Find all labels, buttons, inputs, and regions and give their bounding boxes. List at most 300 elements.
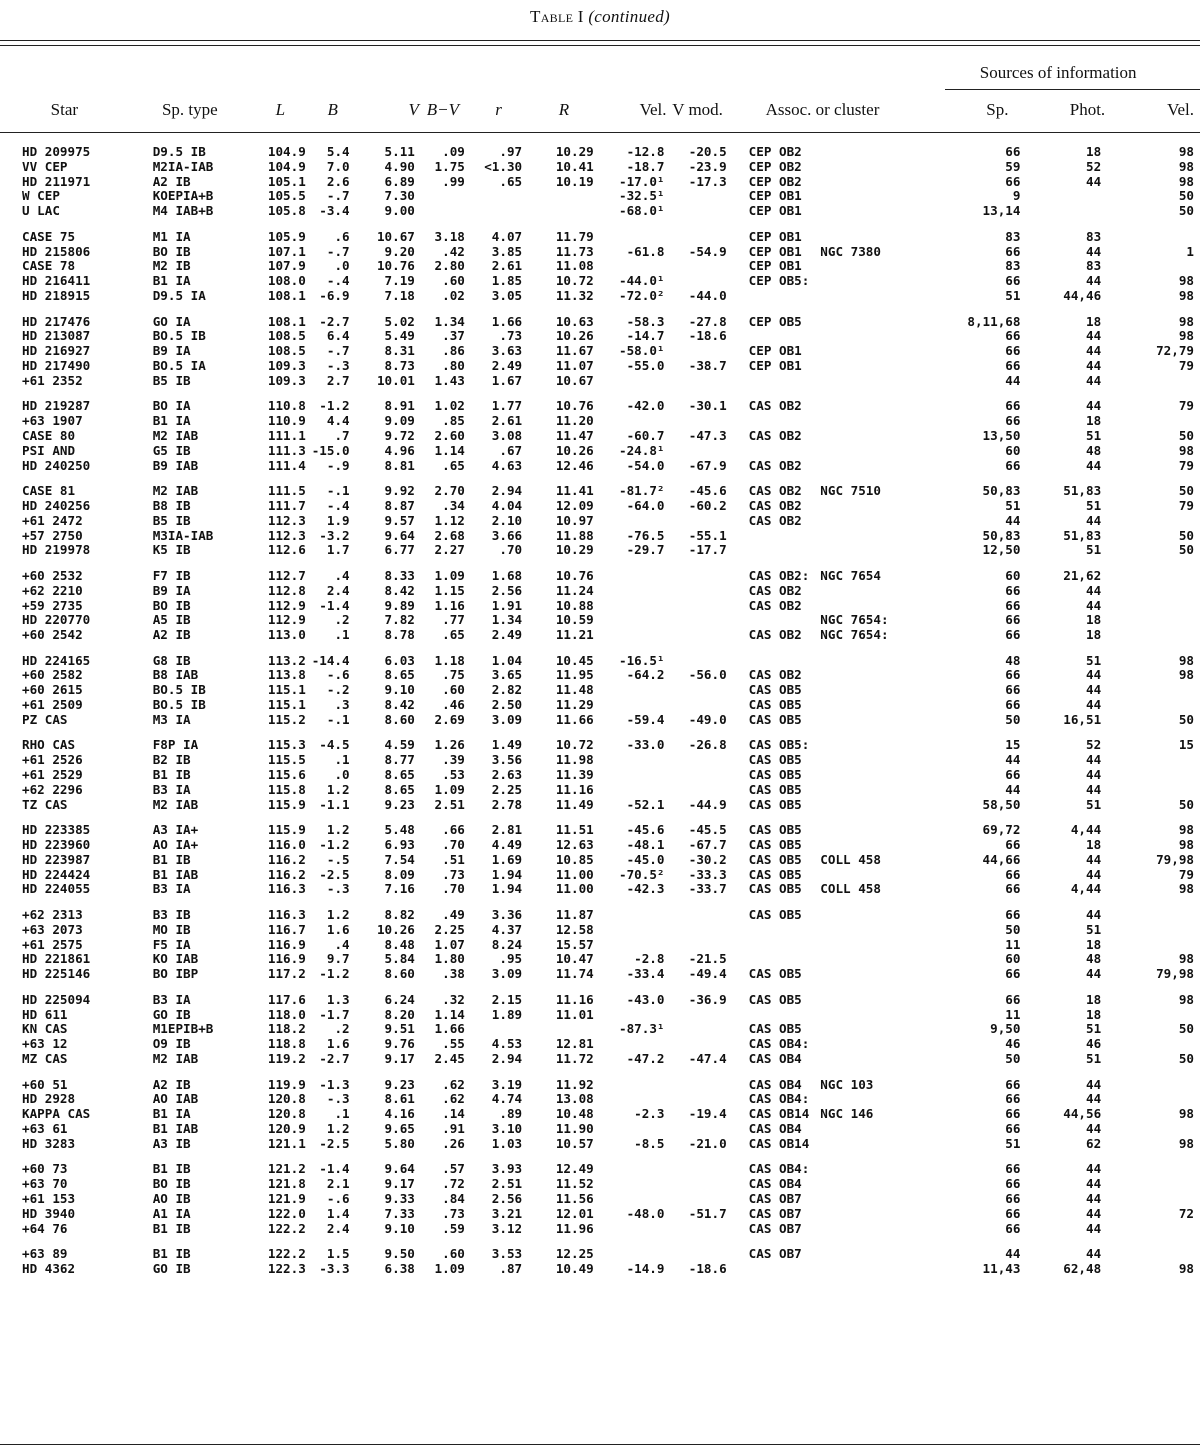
cell-b: -.2 <box>326 682 350 698</box>
cell-cluster <box>820 175 916 190</box>
cell-r-small: .65 <box>499 173 523 189</box>
cell-v: 6.93 <box>384 837 415 853</box>
table-row <box>0 1008 1200 1023</box>
cell-r-small: 2.78 <box>491 796 523 812</box>
cell-vmod <box>666 189 728 204</box>
cell-src-phot: 44 <box>1086 1076 1102 1092</box>
cell-v: 6.03 <box>384 652 415 668</box>
cell-assoc: CEP OB1 <box>748 188 802 204</box>
cell-r-small: 3.09 <box>491 711 523 727</box>
cell-r-large: 10.72 <box>555 737 594 753</box>
cell-l: 116.9 <box>267 936 306 952</box>
cell-cluster <box>820 783 916 798</box>
cell-b: -.3 <box>326 881 350 897</box>
cell-bv: 2.25 <box>434 921 465 937</box>
cell-r-large <box>530 189 598 204</box>
cell-r-large: 11.73 <box>555 243 594 259</box>
cell-src-vel: 79,98 <box>1156 851 1194 867</box>
cell-src-vel <box>1119 1162 1200 1177</box>
cell-v: 8.81 <box>384 457 415 473</box>
cell-v: 8.91 <box>384 398 415 414</box>
cell-vel: -14.7 <box>626 328 665 344</box>
cell-src-vel: 98 <box>1178 881 1194 897</box>
cell-vmod <box>666 1092 728 1107</box>
cell-assoc <box>729 1262 821 1277</box>
cell-src-phot: 52 <box>1086 737 1102 753</box>
cell-b: .6 <box>334 228 350 244</box>
cell-r-large: 10.59 <box>555 612 594 628</box>
cell-src-phot: 44 <box>1086 866 1102 882</box>
cell-v: 9.72 <box>384 427 415 443</box>
cell-star: RHO CAS <box>22 737 76 753</box>
cell-l: 105.9 <box>267 228 306 244</box>
cell-bv: .53 <box>442 767 465 783</box>
cell-vmod: -18.6 <box>688 1260 727 1276</box>
cell-r-small <box>467 189 530 204</box>
cell-src-vel: 98 <box>1178 667 1194 683</box>
cell-r-large: 12.09 <box>555 497 594 513</box>
cell-star: +61 2529 <box>22 767 83 783</box>
cell-cluster <box>820 993 916 1008</box>
cell-src-sp: 66 <box>1005 328 1021 344</box>
cell-vmod <box>666 230 728 245</box>
cell-vmod: -51.7 <box>688 1205 727 1221</box>
cell-v: 6.38 <box>384 1260 415 1276</box>
table-row <box>0 230 1200 245</box>
cell-v: 8.20 <box>384 1006 415 1022</box>
cell-sptype: B1 IA <box>152 273 191 289</box>
cell-sptype: BO IBP <box>152 966 199 982</box>
cell-src-vel: 98 <box>1178 1106 1194 1122</box>
cell-star: +60 2542 <box>22 627 83 643</box>
cell-vel <box>598 374 667 389</box>
cell-src-vel <box>1119 584 1200 599</box>
cell-b: -.1 <box>326 483 350 499</box>
cell-assoc: CAS OB5 <box>748 682 802 698</box>
cell-star: +60 51 <box>22 1076 68 1092</box>
cell-src-vel <box>1119 414 1200 429</box>
cell-src-vel: 79,98 <box>1156 966 1194 982</box>
table-row <box>0 713 1200 728</box>
table-row <box>0 738 1200 753</box>
cell-assoc: CAS OB5 <box>748 881 802 897</box>
table-row <box>0 429 1200 444</box>
table-row <box>0 315 1200 330</box>
cell-src-sp: 66 <box>1005 357 1021 373</box>
cell-src-vel: 98 <box>1178 144 1194 159</box>
cell-b: -4.5 <box>319 737 350 753</box>
cell-r-large: 15.57 <box>555 936 594 952</box>
cell-vmod <box>666 514 728 529</box>
cell-r-large: 10.49 <box>555 1260 594 1276</box>
cell-b: 1.3 <box>326 991 350 1007</box>
cell-r-small: 1.85 <box>491 273 523 289</box>
cell-r-large: 10.57 <box>555 1135 594 1151</box>
cell-assoc: CAS OB7 <box>748 1190 802 1206</box>
cell-cluster <box>820 259 916 274</box>
cell-assoc <box>729 654 821 669</box>
cell-r-small: 1.94 <box>491 866 523 882</box>
cell-star: +63 70 <box>22 1176 68 1192</box>
cell-src-vel: 79 <box>1178 497 1194 513</box>
cell-bv: 2.69 <box>434 711 465 727</box>
cell-vmod: -21.0 <box>688 1135 727 1151</box>
cell-vel <box>598 613 667 628</box>
cell-r-small: 2.56 <box>491 582 523 598</box>
cell-src-phot: 51 <box>1086 1051 1102 1066</box>
cell-r-large: 10.26 <box>555 442 594 458</box>
cell-sptype: B1 IB <box>152 1220 191 1236</box>
cell-sptype: B1 IA <box>152 413 191 429</box>
cell-sptype: B9 IA <box>152 343 191 359</box>
cell-v: 7.82 <box>384 612 415 628</box>
cell-src-sp: 8,11,68 <box>967 313 1021 329</box>
cell-src-sp: 59 <box>1005 158 1021 174</box>
cell-vmod: -44.0 <box>688 287 727 303</box>
cell-l: 107.1 <box>267 243 306 259</box>
cell-star: HD 223960 <box>22 837 91 853</box>
cell-r-large: 11.20 <box>555 413 594 429</box>
cell-star: U LAC <box>22 203 60 219</box>
cell-star: +60 73 <box>22 1161 68 1177</box>
table-row <box>0 1092 1200 1107</box>
table-row <box>0 993 1200 1008</box>
cell-cluster <box>820 1222 916 1237</box>
table-row <box>0 569 1200 584</box>
cell-star: HD 611 <box>22 1006 68 1022</box>
cell-bv: 2.27 <box>434 542 465 558</box>
cell-bv: 1.16 <box>434 597 465 613</box>
cell-assoc <box>729 329 821 344</box>
cell-bv: 1.02 <box>434 398 465 414</box>
cell-sptype: A2 IB <box>152 1076 191 1092</box>
cell-l: 115.1 <box>267 697 306 713</box>
table-caption <box>0 7 1200 27</box>
table-row <box>0 698 1200 713</box>
cell-src-phot: 44 <box>1086 851 1102 867</box>
cell-r-large: 11.52 <box>555 1176 594 1192</box>
table-row <box>0 938 1200 953</box>
cell-v: 8.65 <box>384 767 415 783</box>
cell-sptype: M2 IAB <box>152 483 199 499</box>
table-row <box>0 1122 1200 1137</box>
cell-star: HD 225146 <box>22 966 91 982</box>
cell-l: 108.0 <box>267 273 306 289</box>
cell-assoc: CAS OB7 <box>748 1246 802 1262</box>
cell-bv: .91 <box>442 1120 465 1136</box>
table-row <box>0 1177 1200 1192</box>
cell-src-sp: 66 <box>1005 1120 1021 1136</box>
cell-vel: -58.0¹ <box>618 343 665 359</box>
cell-src-sp: 66 <box>1005 697 1021 713</box>
table-row <box>0 1222 1200 1237</box>
cell-cluster <box>820 204 916 219</box>
cell-src-sp: 66 <box>1005 682 1021 698</box>
cell-r-large: 12.49 <box>555 1161 594 1177</box>
cell-v: 7.54 <box>384 851 415 867</box>
cell-vmod <box>666 1008 728 1023</box>
cell-l: 116.7 <box>267 921 306 937</box>
cell-cluster <box>820 698 916 713</box>
cell-l: 112.3 <box>267 527 306 543</box>
cell-l: 109.3 <box>267 372 306 388</box>
cell-star: CASE 75 <box>22 228 76 244</box>
table-row <box>0 683 1200 698</box>
cell-vel: -48.1 <box>626 837 665 853</box>
cell-r-small: 3.19 <box>491 1076 523 1092</box>
cell-b: -1.3 <box>319 1076 350 1092</box>
cell-l: 111.4 <box>267 457 306 473</box>
cell-star: W CEP <box>22 188 60 204</box>
cell-src-sp: 66 <box>1005 1106 1021 1122</box>
cell-r-small: 1.77 <box>491 398 523 414</box>
cell-r-small: .67 <box>499 442 523 458</box>
cell-src-phot: 52 <box>1086 158 1102 174</box>
cell-cluster <box>820 967 916 982</box>
cell-r-small: 3.36 <box>491 907 523 923</box>
cell-star: +63 12 <box>22 1036 68 1052</box>
cell-vel: -70.5² <box>618 866 665 882</box>
cell-star: +60 2615 <box>22 682 83 698</box>
cell-r-small: 1.68 <box>491 567 523 583</box>
table-row <box>0 599 1200 614</box>
cell-bv: 1.09 <box>434 567 465 583</box>
table-row <box>0 1247 1200 1262</box>
cell-b: -.4 <box>326 273 350 289</box>
cell-r-large: 10.67 <box>555 372 594 388</box>
cell-l: 122.2 <box>267 1220 306 1236</box>
table-row <box>0 543 1200 558</box>
cell-v: 8.42 <box>384 697 415 713</box>
cell-r-large: 10.45 <box>555 652 594 668</box>
table-row <box>0 1207 1200 1222</box>
cell-bv: .66 <box>442 822 465 838</box>
cell-cluster <box>820 344 916 359</box>
cell-assoc <box>729 289 821 304</box>
table-row <box>0 189 1200 204</box>
cell-cluster <box>820 713 916 728</box>
cell-src-sp: 60 <box>1005 442 1021 458</box>
cell-v: 9.09 <box>384 413 415 429</box>
cell-vel: -47.2 <box>626 1051 665 1066</box>
cell-vel: -61.8 <box>626 243 665 259</box>
cell-star: +61 2352 <box>22 372 83 388</box>
cell-cluster <box>820 444 916 459</box>
table-row <box>0 145 1200 160</box>
cell-r-small: 3.12 <box>491 1220 523 1236</box>
cell-vel: -17.0¹ <box>618 173 665 189</box>
group-spacer <box>0 304 1200 315</box>
cell-star: HD 2928 <box>22 1091 76 1107</box>
cell-src-vel: 98 <box>1178 951 1194 967</box>
cell-star: +62 2313 <box>22 907 83 923</box>
caption-suffix: (continued) <box>588 7 670 26</box>
col-star: Star <box>50 100 79 119</box>
cell-src-vel <box>1119 1122 1200 1137</box>
cell-assoc: CAS OB5 <box>748 866 802 882</box>
spacer-cell <box>0 304 1200 315</box>
cell-src-vel <box>1119 514 1200 529</box>
cell-src-phot: 51 <box>1086 652 1102 668</box>
cell-src-phot: 44 <box>1086 767 1102 783</box>
cell-star: HD 217490 <box>22 357 91 373</box>
cell-src-phot: 51 <box>1086 427 1102 443</box>
cell-star: +64 76 <box>22 1220 68 1236</box>
cell-b: 2.1 <box>326 1176 350 1192</box>
cell-l: 122.0 <box>267 1205 306 1221</box>
cell-b: 2.7 <box>326 372 350 388</box>
cell-src-phot: 18 <box>1086 991 1102 1007</box>
cell-b: 2.6 <box>326 173 350 189</box>
cell-l: 104.9 <box>267 158 306 174</box>
cell-src-sp: 66 <box>1005 1190 1021 1206</box>
cell-sptype: M1EPIB+B <box>152 1021 214 1037</box>
cell-src-vel <box>1119 1037 1200 1052</box>
cell-bv: .86 <box>442 343 465 359</box>
cell-r-large <box>530 1022 598 1037</box>
cell-v: 9.51 <box>384 1021 415 1037</box>
cell-star: HD 220770 <box>22 612 91 628</box>
cell-l: 116.2 <box>267 866 306 882</box>
cell-src-phot: 51,83 <box>1063 527 1102 543</box>
cell-l: 120.8 <box>267 1106 306 1122</box>
cell-l: 115.2 <box>267 711 306 727</box>
cell-vmod: -33.7 <box>688 881 727 897</box>
cell-r-small: 2.49 <box>491 627 523 643</box>
cell-bv: .59 <box>442 1220 465 1236</box>
cell-r-small: 3.10 <box>491 1120 523 1136</box>
cell-cluster <box>820 952 916 967</box>
cell-vmod: -27.8 <box>688 313 727 329</box>
cell-vmod <box>666 259 728 274</box>
cell-src-sp: 11 <box>1005 1006 1021 1022</box>
cell-src-vel: 50 <box>1178 1021 1194 1037</box>
cell-vel: -52.1 <box>626 796 665 812</box>
cell-assoc: CAS OB2 <box>748 512 802 528</box>
cell-bv: .60 <box>442 273 465 289</box>
cell-r-small: 3.09 <box>491 966 523 982</box>
cell-v: 9.89 <box>384 597 415 613</box>
cell-src-phot: 18 <box>1086 144 1102 159</box>
cell-assoc: CAS OB5 <box>748 697 802 713</box>
cell-vel: -48.0 <box>626 1205 665 1221</box>
table-row <box>0 245 1200 260</box>
cell-bv: .39 <box>442 752 465 768</box>
cell-v: 9.10 <box>384 1220 415 1236</box>
cell-v: 9.33 <box>384 1190 415 1206</box>
table-row <box>0 853 1200 868</box>
cell-vel <box>598 783 667 798</box>
cell-l: 120.8 <box>267 1091 306 1107</box>
table-row <box>0 628 1200 643</box>
cell-src-sp: 9 <box>1012 188 1021 204</box>
cell-bv: .46 <box>442 697 465 713</box>
cell-src-sp: 66 <box>1005 413 1021 429</box>
col-vmod: V mod. <box>672 100 723 119</box>
cell-src-phot: 62,48 <box>1063 1260 1102 1276</box>
cell-src-phot: 44 <box>1086 173 1102 189</box>
cell-assoc: CAS OB2 <box>748 483 802 499</box>
cell-vmod <box>666 1078 728 1093</box>
cell-assoc: CAS OB7 <box>748 1220 802 1236</box>
cell-r-small: 2.63 <box>491 767 523 783</box>
cell-v: 8.33 <box>384 567 415 583</box>
cell-l: 111.5 <box>267 483 306 499</box>
cell-src-vel <box>1119 923 1200 938</box>
cell-v: 9.17 <box>384 1176 415 1192</box>
cell-r-large: 11.39 <box>555 767 594 783</box>
cell-sptype: GO IA <box>152 313 191 329</box>
cell-l: 119.2 <box>267 1051 306 1066</box>
cell-vmod: -49.4 <box>688 966 727 982</box>
cell-r-large: 11.41 <box>555 483 594 499</box>
cell-b: -.7 <box>326 188 350 204</box>
cell-star: HD 223385 <box>22 822 91 838</box>
cell-src-sp: 11 <box>1005 936 1021 952</box>
cell-r-large: 10.41 <box>555 158 594 174</box>
cell-assoc: CAS OB5 <box>748 907 802 923</box>
cell-vel: -33.0 <box>626 737 665 753</box>
cell-r-small: 2.49 <box>491 357 523 373</box>
cell-b: 9.7 <box>326 951 350 967</box>
cell-vel <box>598 1162 667 1177</box>
cell-r-small: 3.53 <box>491 1246 523 1262</box>
cell-l: 108.1 <box>267 313 306 329</box>
table-row <box>0 399 1200 414</box>
table-row <box>0 882 1200 897</box>
cell-star: HD 240250 <box>22 457 91 473</box>
cell-sptype: M2 IB <box>152 258 191 274</box>
cell-l: 120.9 <box>267 1120 306 1136</box>
cell-v: 10.76 <box>376 258 415 274</box>
cell-star: HD 221861 <box>22 951 91 967</box>
cell-assoc: CEP OB5 <box>748 313 802 329</box>
cell-v: 8.82 <box>384 907 415 923</box>
cell-l: 118.8 <box>267 1036 306 1052</box>
cell-l: 115.5 <box>267 752 306 768</box>
cell-l: 110.9 <box>267 413 306 429</box>
cell-l: 117.2 <box>267 966 306 982</box>
cell-src-phot: 44 <box>1086 697 1102 713</box>
cell-l: 115.9 <box>267 796 306 812</box>
cell-src-phot: 44 <box>1086 372 1102 388</box>
cell-vel: -58.3 <box>626 313 665 329</box>
cell-cluster: NGC 7654 <box>820 567 881 583</box>
cell-sptype: M1 IA <box>152 228 191 244</box>
cell-bv: 1.09 <box>434 1260 465 1276</box>
cell-l: 105.8 <box>267 203 306 219</box>
cell-r-small: 2.61 <box>491 413 523 429</box>
cell-src-phot: 44 <box>1086 1120 1102 1136</box>
cell-bv: .37 <box>442 328 465 344</box>
cell-b: -1.7 <box>319 1006 350 1022</box>
cell-sptype: O9 IB <box>152 1036 191 1052</box>
cell-src-phot: 44 <box>1086 667 1102 683</box>
cell-bv: 2.80 <box>434 258 465 274</box>
cell-src-vel: 98 <box>1178 273 1194 289</box>
cell-b: -.3 <box>326 1091 350 1107</box>
cell-sptype: B3 IA <box>152 991 191 1007</box>
col-src-vel: Vel. <box>1167 100 1194 119</box>
cell-vel <box>598 514 667 529</box>
cell-src-phot: 4,44 <box>1070 822 1102 838</box>
cell-l: 115.1 <box>267 682 306 698</box>
cell-sptype: B1 IAB <box>152 1120 199 1136</box>
cell-b: -.7 <box>326 343 350 359</box>
cell-b: -2.7 <box>319 313 350 329</box>
cell-star: +63 61 <box>22 1120 68 1136</box>
cell-b: .3 <box>334 697 350 713</box>
